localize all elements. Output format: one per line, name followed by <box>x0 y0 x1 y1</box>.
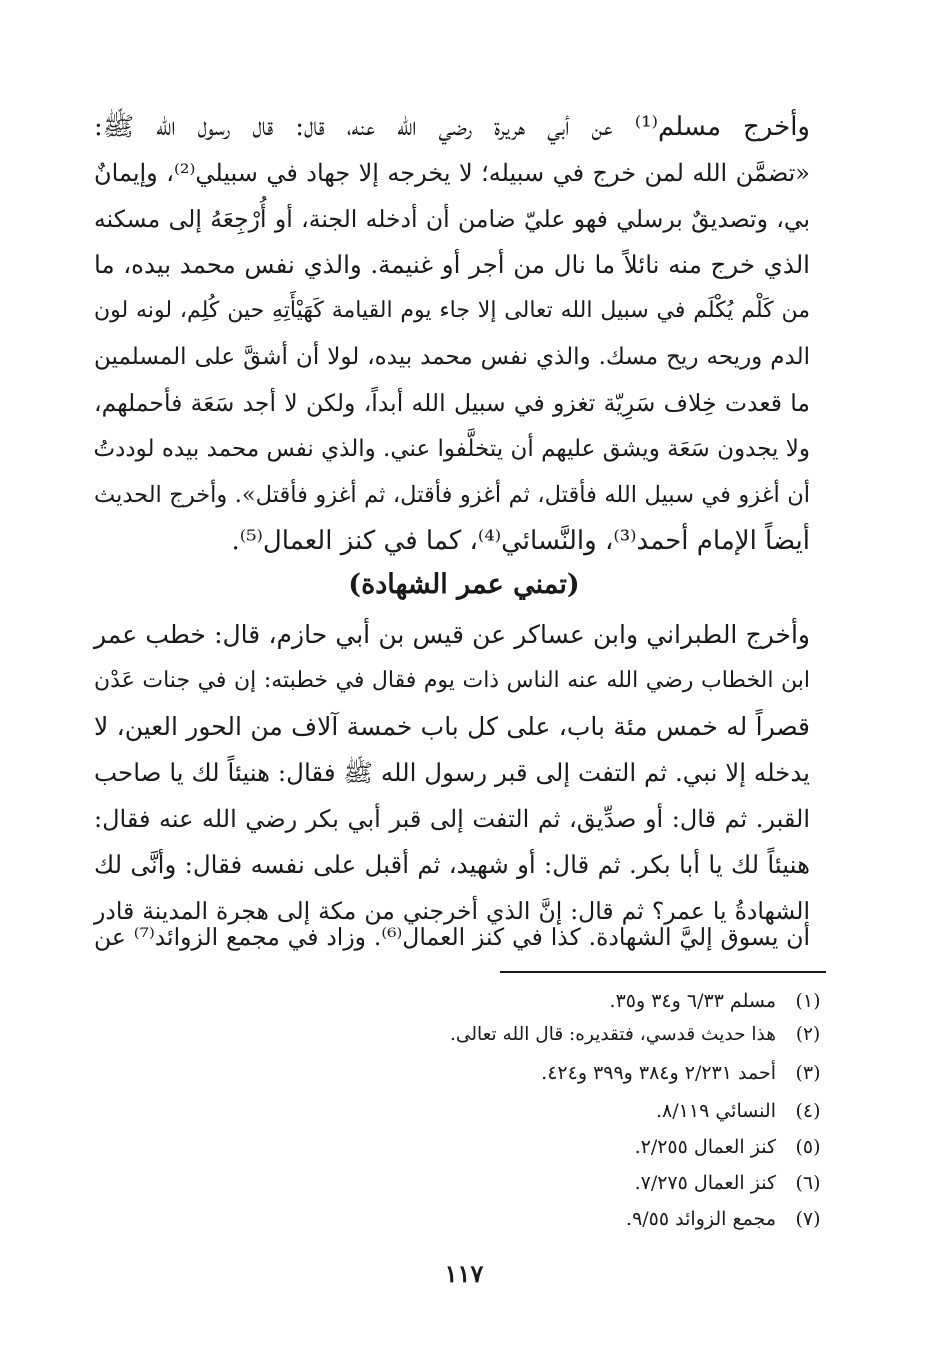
footnote-separator <box>500 971 826 973</box>
text-line: ابن الخطاب رضي الله عنه الناس ذات يوم فقال في خطبته: إن في جنات عَدْن <box>94 668 810 693</box>
footnote <box>446 1202 826 1236</box>
text-line: بي، وتصديقٌ برسلي فهو عليّ ضامن أن أدخله الجنة، أو أُرْجِعَهُ إلى مسكنه <box>94 205 810 233</box>
text-line: هنيئاً لك يا أبا بكر. ثم قال: أو شهيد، ثم أقبل على نفسه فقال: وأنَّى لك <box>94 850 810 879</box>
footnote <box>446 1018 826 1052</box>
text-line: أيضاً الإمام أحمد⁽³⁾، والنَّسائي⁽⁴⁾، كما في كنز العمال⁽⁵⁾. <box>231 526 810 556</box>
text-line: الدم وريحه ريح مسك. والذي نفس محمد بيده، لولا أن أشقَّ على المسلمين <box>94 344 810 370</box>
text-line: من كَلْم يُكْلَم في سبيل الله تعالى إلا جاء يوم القيامة كَهَيْأَتِهِ حين كُلِم، لونه لون <box>94 298 810 323</box>
footnote-number: (٢) <box>795 1024 821 1045</box>
section-heading: (تمني عمر الشهادة) <box>348 569 580 600</box>
text-line: وأخرج الطبراني وابن عساكر عن قيس بن أبي حازم، قال: خطب عمر <box>94 620 810 649</box>
text-line: الذي خرج منه نائلاً ما نال من أجر أو غنيمة. والذي نفس محمد بيده، ما <box>94 250 810 279</box>
text-line: أن أغزو في سبيل الله فأقتل، ثم أغزو فأقتل، ثم أغزو فأقتل». وأخرج الحديث <box>94 482 810 508</box>
footnote-number: (٧) <box>795 1208 821 1230</box>
footnote-text: مجمع الزوائد ٩/٥٥. <box>626 1208 776 1230</box>
text-line: «تضمَّن الله لمن خرج في سبيله؛ لا يخرجه إلا جهاد في سبيلي⁽²⁾، وإيمانٌ <box>94 159 810 187</box>
footnote-text: النسائي ٨/١١٩. <box>656 1100 776 1122</box>
text-line: القبر. ثم قال: أو صدِّيق، ثم التفت إلى قبر أبي بكر رضي الله عنه فقال: <box>94 805 810 833</box>
footnote-number: (٤) <box>795 1100 821 1122</box>
footnote <box>446 1056 826 1090</box>
text-line: الشهادةُ يا عمر؟ ثم قال: إنَّ الذي أخرجني من مكة إلى هجرة المدينة قادر <box>94 897 810 925</box>
text-line: يدخله إلا نبي. ثم التفت إلى قبر رسول الله ﷺ فقال: هنيئاً لك يا صاحب <box>94 758 810 787</box>
text-line: ما قعدت خِلاف سَرِيّة تغزو في سبيل الله أبداً، ولكن لا أجد سَعَة فأحملهم، <box>94 389 810 417</box>
footnote-number: (٥) <box>795 1136 821 1158</box>
page-number: ١١٧ <box>444 1259 484 1288</box>
text-line: قصراً له خمس مئة باب، على كل باب خمسة آلاف من الحور العين، لا <box>94 712 810 741</box>
footnote-number: (٣) <box>795 1062 821 1084</box>
footnote-text: أحمد ٢/٢٣١ و٣٨٤ و٣٩٩ و٤٢٤. <box>541 1062 776 1084</box>
footnote <box>446 1130 826 1164</box>
footnote-text: كنز العمال ٧/٢٧٥. <box>634 1172 776 1194</box>
footnote-number: (١) <box>795 990 821 1012</box>
text-line: وأخرج مسلم⁽¹⁾ عن أبي هريرة رضي الله عنه، قال: قال رسول الله ﷺ: <box>94 112 810 142</box>
footnote-number: (٦) <box>795 1172 821 1194</box>
footnote-text: كنز العمال ٢/٢٥٥. <box>634 1136 776 1158</box>
footnote-text: مسلم ٦/٣٣ و٣٤ و٣٥. <box>609 990 776 1012</box>
footnote <box>446 984 826 1018</box>
footnote <box>446 1166 826 1200</box>
footnote-text: هذا حديث قدسي، فتقديره: قال الله تعالى. <box>450 1024 776 1045</box>
text-line: أن يسوق إليَّ الشهادة. كذا في كنز العمال⁽⁶⁾. وزاد في مجمع الزوائد⁽⁷⁾ عن <box>94 923 810 951</box>
text-line: ولا يجدون سَعَة ويشق عليهم أن يتخلَّفوا عني. والذي نفس محمد بيده لوددتُ <box>93 436 810 462</box>
footnote <box>446 1094 826 1128</box>
